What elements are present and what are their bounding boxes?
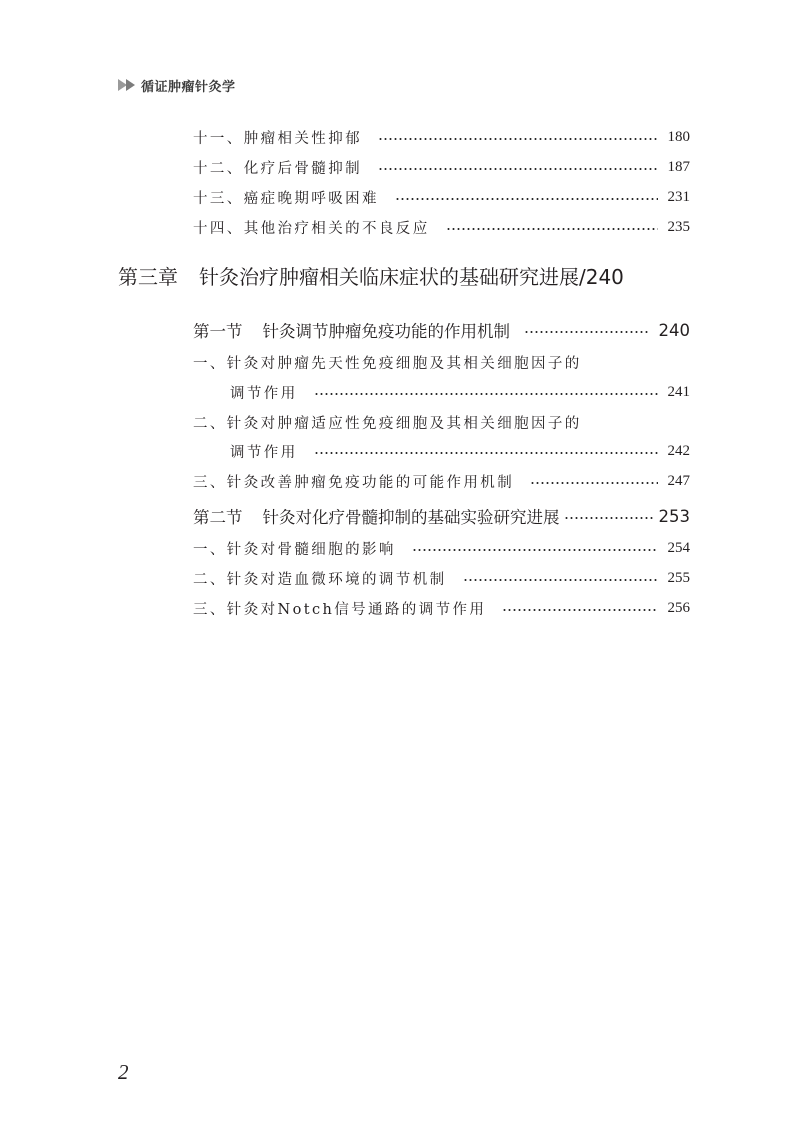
toc-entry-label-cont: 调节作用 — [230, 385, 298, 402]
toc-entry-page: 242 — [667, 442, 690, 459]
section-title: 针灸对化疗骨髓抑制的基础实验研究进展 — [262, 508, 560, 527]
toc-entry — [193, 567, 690, 589]
toc-entry-page: 255 — [667, 569, 690, 586]
toc-entry-label: 十一、肿瘤相关性抑郁 — [193, 130, 362, 147]
toc-entry-label: 二、针灸对造血微环境的调节机制 — [193, 571, 447, 588]
dot-leader — [314, 392, 658, 396]
dot-leader — [446, 227, 658, 231]
toc-entry — [193, 411, 690, 433]
toc-entry — [193, 186, 690, 208]
dot-leader — [524, 330, 649, 334]
chapter-heading — [118, 261, 624, 289]
dot-leader — [395, 197, 658, 201]
toc-entry — [193, 597, 690, 619]
toc-entry-label-cont: 调节作用 — [230, 444, 298, 461]
toc-entry — [193, 351, 690, 373]
toc-entry — [193, 470, 690, 492]
section-heading — [193, 318, 690, 342]
toc-entry-page: 180 — [667, 128, 690, 145]
dot-leader — [314, 451, 658, 455]
toc-entry-label: 一、针灸对肿瘤先天性免疫细胞及其相关细胞因子的 — [193, 355, 582, 372]
toc-entry-page: 235 — [667, 218, 690, 235]
toc-entry — [193, 216, 690, 238]
running-header — [118, 75, 236, 95]
toc-entry — [193, 537, 690, 559]
toc-entry-label: 十四、其他治疗相关的不良反应 — [193, 220, 430, 237]
toc-entry-label: 一、针灸对骨髓细胞的影响 — [193, 541, 396, 558]
chapter-number: 第三章 — [118, 264, 178, 289]
chapter-title: 针灸治疗肿瘤相关临床症状的基础研究进展/240 — [199, 264, 624, 289]
dot-leader — [378, 167, 658, 171]
toc-entry-label: 二、针灸对肿瘤适应性免疫细胞及其相关细胞因子的 — [193, 415, 582, 432]
toc-entry-continuation — [230, 440, 690, 462]
dot-leader — [463, 578, 658, 582]
section-heading — [193, 504, 690, 528]
toc-entry-page: 187 — [667, 158, 690, 175]
dot-leader — [412, 548, 658, 552]
double-arrow-icon — [118, 79, 135, 91]
dot-leader — [378, 137, 658, 141]
dot-leader — [564, 516, 655, 520]
section-number: 第二节 — [193, 508, 243, 527]
toc-entry-page: 254 — [667, 539, 690, 556]
toc-entry-label: 三、针灸对Notch信号通路的调节作用 — [193, 601, 487, 618]
toc-entry — [193, 126, 690, 148]
dot-leader — [530, 481, 657, 485]
page-number: 2 — [118, 1060, 129, 1084]
section-page: 253 — [658, 506, 690, 526]
toc-entry-continuation — [230, 381, 690, 403]
dot-leader — [502, 608, 657, 612]
toc-entry-page: 241 — [667, 383, 690, 400]
toc-entry-label: 三、针灸改善肿瘤免疫功能的可能作用机制 — [193, 474, 515, 491]
section-page: 240 — [658, 320, 690, 340]
toc-entry-page: 247 — [667, 472, 690, 489]
section-number: 第一节 — [193, 322, 243, 341]
toc-entry-label: 十三、癌症晚期呼吸困难 — [193, 190, 379, 207]
running-title: 循证肿瘤针灸学 — [141, 79, 236, 95]
toc-entry — [193, 156, 690, 178]
toc-entry-page: 256 — [667, 599, 690, 616]
toc-entry-label: 十二、化疗后骨髓抑制 — [193, 160, 362, 177]
toc-entry-page: 231 — [667, 188, 690, 205]
section-title: 针灸调节肿瘤免疫功能的作用机制 — [262, 322, 510, 341]
